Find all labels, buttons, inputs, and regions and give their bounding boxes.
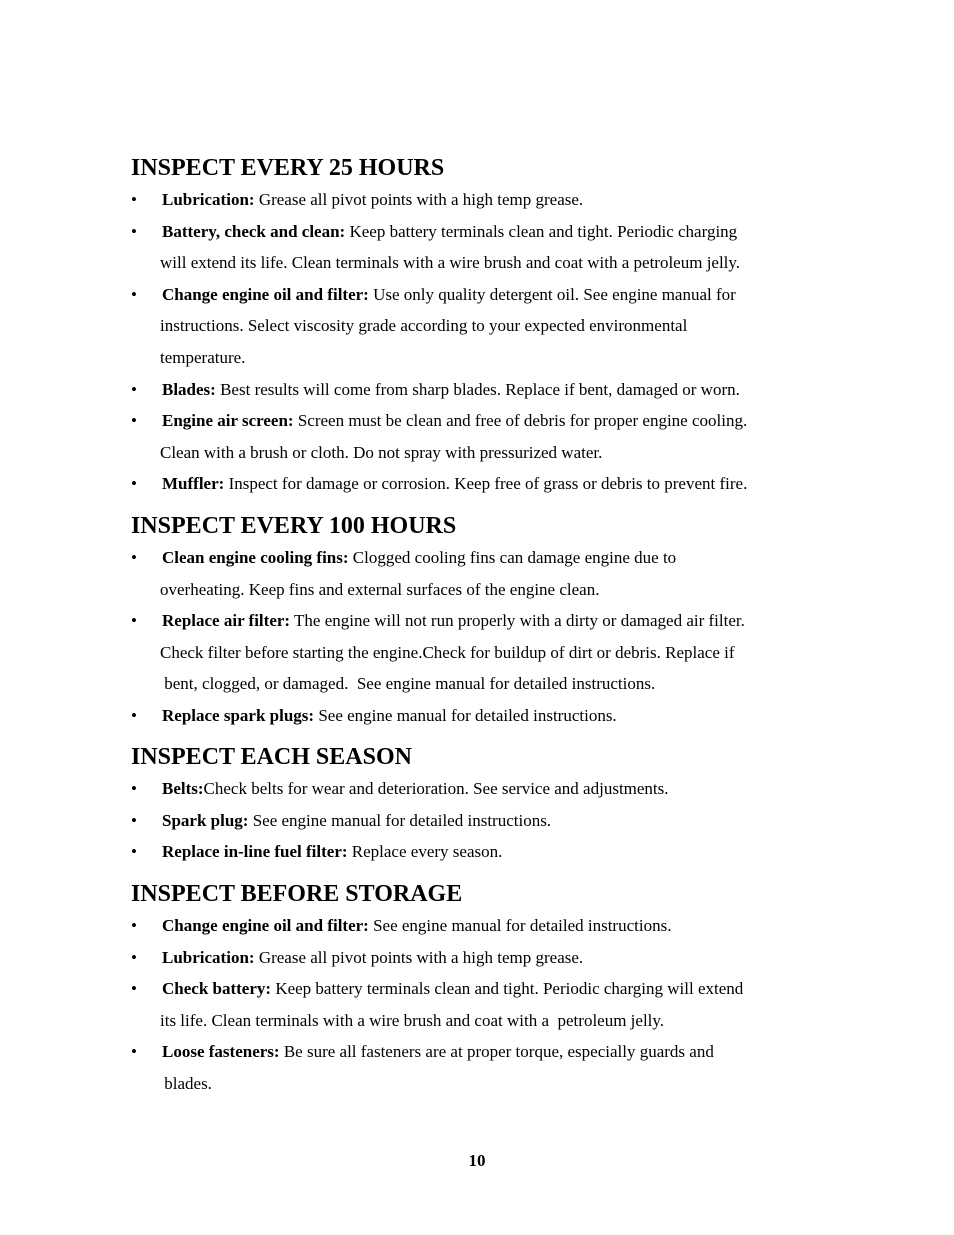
bullet-marker: • [131, 221, 137, 241]
bullet-marker: • [131, 548, 137, 567]
bullet-marker: • [131, 379, 137, 399]
list-item-line [162, 979, 743, 999]
list-item-line: blades. [160, 1074, 212, 1093]
item-text: Grease all pivot points with a high temp grease. [254, 190, 584, 209]
item-label: Change engine oil and filter: [162, 916, 369, 935]
item-text: Be sure all fasteners are at proper torque, especially guards and [279, 1042, 714, 1062]
item-text: Check belts for wear and deterioration. See service and adjustments. [203, 779, 669, 798]
list-item-line [162, 706, 617, 726]
bullet-marker: • [131, 474, 137, 494]
item-text: See engine manual for detailed instructions. [368, 916, 672, 935]
item-label: Lubrication: [162, 190, 255, 209]
list-item-line: Check filter before starting the engine.Check for buildup of dirt or debris. Replace if [160, 642, 735, 662]
bullet-marker: • [131, 190, 137, 209]
list-item-line [162, 611, 745, 631]
item-text: Keep battery terminals clean and tight. Periodic charging [345, 221, 738, 241]
list-item-line [162, 1042, 714, 1062]
item-text: Grease all pivot points with a high temp grease. [254, 947, 584, 967]
list-item-line [162, 190, 583, 210]
section-heading: INSPECT BEFORE STORAGE [131, 881, 463, 907]
item-text: Keep battery terminals clean and tight. Periodic charging will extend [271, 979, 744, 999]
bullet-marker: • [131, 947, 137, 967]
item-label: Change engine oil and filter: [162, 284, 369, 304]
section-heading: INSPECT EVERY 25 HOURS [131, 155, 445, 181]
item-text: Replace every season. [347, 842, 503, 862]
list-item-line [162, 285, 736, 305]
item-label: Replace air filter: [162, 611, 291, 631]
bullet-marker: • [131, 706, 137, 725]
list-item-line [162, 842, 502, 862]
item-label: Belts: [162, 779, 204, 798]
item-text: Screen must be clean and free of debris for proper engine cooling. [293, 411, 748, 431]
list-item-line: its life. Clean terminals with a wire brush and coat with a petroleum jelly. [160, 1010, 665, 1030]
item-text: Clogged cooling fins can damage engine due to [348, 548, 677, 567]
list-item-line [162, 474, 747, 494]
list-item-line [162, 811, 551, 831]
item-label: Replace in-line fuel filter: [162, 842, 348, 862]
item-text: See engine manual for detailed instructions. [248, 810, 552, 830]
bullet-marker: • [131, 916, 137, 935]
page-number: 10 [468, 1151, 486, 1170]
section-heading: INSPECT EACH SEASON [131, 744, 412, 770]
list-item-line [162, 380, 740, 400]
item-text: The engine will not run properly with a dirty or damaged air filter. [290, 611, 745, 631]
bullet-marker: • [131, 810, 137, 830]
bullet-marker: • [131, 779, 137, 798]
item-label: Replace spark plugs: [162, 706, 315, 725]
list-item-line: temperature. [160, 348, 246, 367]
item-label: Check battery: [162, 979, 272, 999]
list-item-line [162, 779, 669, 799]
bullet-marker: • [131, 979, 137, 999]
bullet-marker: • [131, 411, 137, 431]
item-label: Lubrication: [162, 947, 255, 967]
list-item-line: overheating. Keep fins and external surfaces of the engine clean. [160, 579, 600, 599]
item-label: Blades: [162, 379, 216, 399]
item-label: Clean engine cooling fins: [162, 548, 349, 567]
item-label: Spark plug: [162, 810, 249, 830]
list-item-line: bent, clogged, or damaged. See engine manual for detailed instructions. [160, 674, 656, 694]
item-label: Loose fasteners: [162, 1042, 280, 1062]
bullet-marker: • [131, 842, 137, 862]
list-item-line: will extend its life. Clean terminals with a wire brush and coat with a petroleum jelly. [160, 253, 741, 273]
list-item-line [162, 948, 583, 968]
item-text: See engine manual for detailed instructions. [314, 706, 617, 725]
item-label: Engine air screen: [162, 411, 294, 431]
item-text: Inspect for damage or corrosion. Keep free of grass or debris to prevent fire. [224, 474, 748, 494]
list-item-line [162, 548, 676, 568]
list-item-line: instructions. Select viscosity grade according to your expected environmental [160, 316, 688, 336]
item-label: Battery, check and clean: [162, 221, 346, 241]
list-item-line [162, 916, 671, 936]
bullet-marker: • [131, 1042, 137, 1062]
item-text: Best results will come from sharp blades. Replace if bent, damaged or worn. [215, 379, 740, 399]
section-heading: INSPECT EVERY 100 HOURS [131, 513, 457, 539]
bullet-marker: • [131, 284, 137, 304]
item-label: Muffler: [162, 474, 225, 494]
item-text: Use only quality detergent oil. See engine manual for [368, 284, 736, 304]
list-item-line: Clean with a brush or cloth. Do not spray with pressurized water. [160, 442, 603, 462]
list-item-line [162, 222, 737, 242]
list-item-line [162, 411, 747, 431]
bullet-marker: • [131, 611, 137, 631]
